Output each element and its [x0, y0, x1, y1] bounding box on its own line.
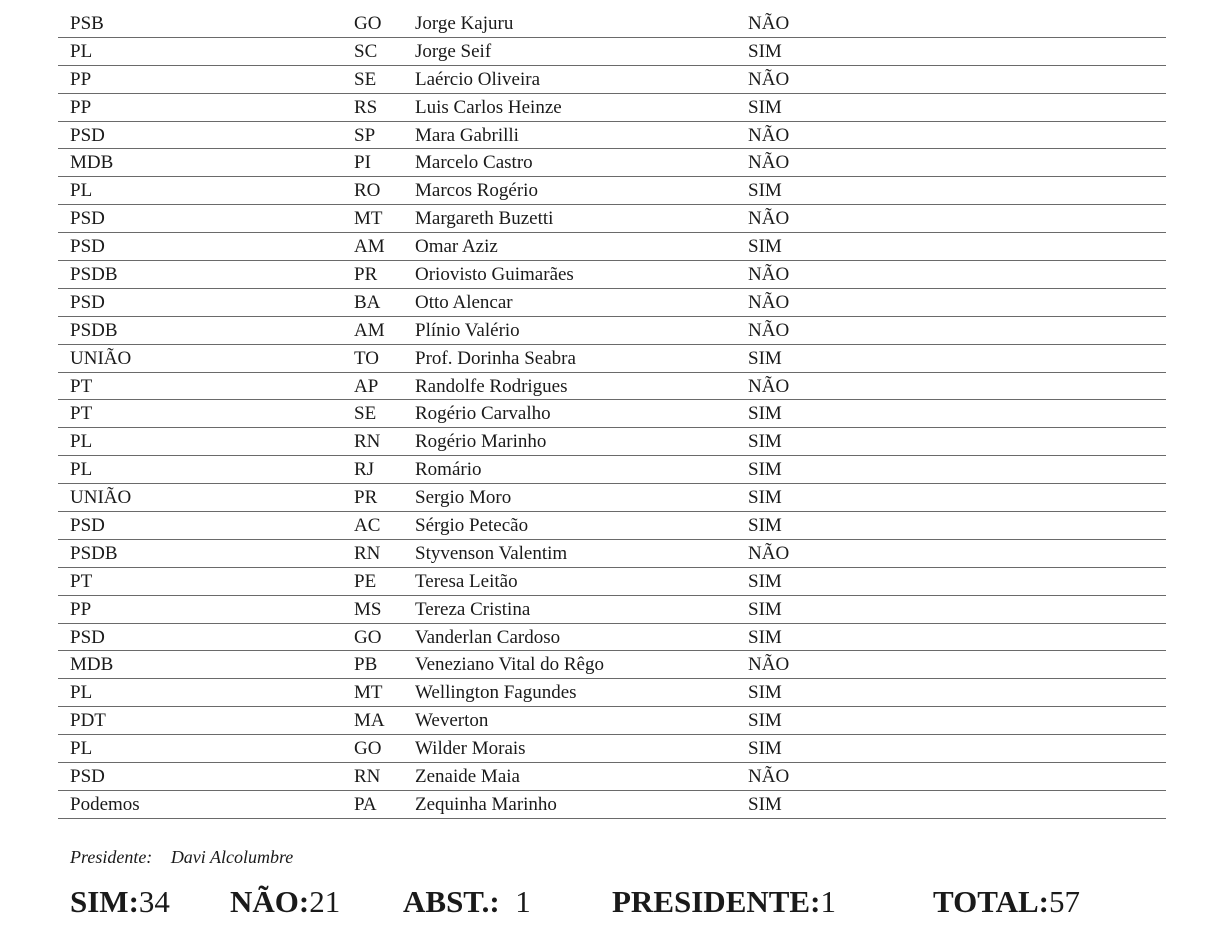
- senator-name-cell: Jorge Seif: [415, 40, 492, 62]
- party-cell: PP: [70, 598, 92, 620]
- table-row: [58, 205, 1166, 233]
- state-cell: SP: [354, 124, 376, 146]
- vote-cell: NÃO: [748, 319, 790, 341]
- party-cell: PSDB: [70, 542, 118, 564]
- senator-name-cell: Luis Carlos Heinze: [415, 96, 562, 118]
- table-row: [58, 679, 1166, 707]
- state-cell: AM: [354, 319, 385, 341]
- vote-cell: NÃO: [748, 68, 790, 90]
- state-cell: GO: [354, 626, 382, 648]
- table-row: [58, 624, 1166, 652]
- state-cell: RN: [354, 766, 381, 788]
- senator-name-cell: Margareth Buzetti: [415, 208, 554, 230]
- state-cell: SE: [354, 68, 377, 90]
- party-cell: PL: [70, 459, 93, 481]
- state-cell: RN: [354, 542, 381, 564]
- party-cell: Podemos: [70, 793, 140, 815]
- state-cell: AM: [354, 236, 385, 258]
- senator-name-cell: Laércio Oliveira: [415, 68, 541, 90]
- senator-name-cell: Veneziano Vital do Rêgo: [415, 654, 604, 676]
- table-row: [58, 791, 1166, 819]
- party-cell: UNIÃO: [70, 487, 132, 509]
- state-cell: MS: [354, 598, 382, 620]
- senator-name-cell: Romário: [415, 459, 482, 481]
- party-cell: PSD: [70, 208, 105, 230]
- president-line: [70, 847, 293, 868]
- state-cell: PB: [354, 654, 378, 676]
- state-cell: BA: [354, 291, 381, 313]
- table-row: [58, 735, 1166, 763]
- party-cell: PSD: [70, 515, 105, 537]
- table-row: [58, 484, 1166, 512]
- state-cell: GO: [354, 13, 382, 34]
- vote-cell: SIM: [748, 682, 782, 704]
- table-row: [58, 149, 1166, 177]
- senator-name-cell: Sergio Moro: [415, 487, 512, 509]
- vote-cell: SIM: [748, 710, 782, 732]
- senator-name-cell: Otto Alencar: [415, 291, 513, 313]
- vote-cell: NÃO: [748, 291, 790, 313]
- party-cell: PDT: [70, 710, 106, 732]
- state-cell: MT: [354, 682, 383, 704]
- senator-name-cell: Styvenson Valentim: [415, 542, 568, 564]
- state-cell: RS: [354, 96, 378, 118]
- summary-total-label: TOTAL:: [933, 884, 1049, 919]
- vote-cell: SIM: [748, 626, 782, 648]
- president-label: Presidente:: [70, 847, 153, 867]
- summary-presidente-value: 1: [820, 884, 836, 919]
- summary-total-value: 57: [1049, 884, 1080, 919]
- vote-cell: SIM: [748, 459, 782, 481]
- vote-cell: NÃO: [748, 542, 790, 564]
- table-row: [58, 540, 1166, 568]
- summary-abst: [403, 884, 531, 920]
- table-row: [58, 94, 1166, 122]
- senator-name-cell: Omar Aziz: [415, 236, 498, 258]
- party-cell: PL: [70, 738, 93, 760]
- vote-cell: SIM: [748, 598, 782, 620]
- senator-name-cell: Tereza Cristina: [415, 598, 531, 620]
- senator-name-cell: Rogério Carvalho: [415, 403, 551, 425]
- party-cell: PP: [70, 96, 92, 118]
- senator-name-cell: Jorge Kajuru: [415, 13, 514, 34]
- senator-name-cell: Wellington Fagundes: [415, 682, 577, 704]
- party-cell: PSD: [70, 291, 105, 313]
- senator-name-cell: Rogério Marinho: [415, 431, 547, 453]
- table-row: [58, 707, 1166, 735]
- senator-name-cell: Prof. Dorinha Seabra: [415, 347, 576, 369]
- senator-name-cell: Randolfe Rodrigues: [415, 375, 568, 397]
- vote-cell: SIM: [748, 96, 782, 118]
- vote-cell: SIM: [748, 431, 782, 453]
- summary-presidente: [612, 884, 836, 920]
- state-cell: AP: [354, 375, 379, 397]
- vote-cell: SIM: [748, 793, 782, 815]
- senator-name-cell: Wilder Morais: [415, 738, 526, 760]
- vote-cell: NÃO: [748, 654, 790, 676]
- state-cell: RN: [354, 431, 381, 453]
- party-cell: PP: [70, 68, 92, 90]
- table-row: [58, 10, 1166, 38]
- summary-sim: [70, 884, 170, 920]
- senator-name-cell: Zenaide Maia: [415, 766, 520, 788]
- party-cell: PSD: [70, 626, 105, 648]
- party-cell: PSD: [70, 766, 105, 788]
- party-cell: MDB: [70, 152, 114, 174]
- party-cell: MDB: [70, 654, 114, 676]
- party-cell: PL: [70, 40, 93, 62]
- state-cell: PR: [354, 264, 378, 286]
- party-cell: PSDB: [70, 264, 118, 286]
- state-cell: MT: [354, 208, 383, 230]
- senator-name-cell: Oriovisto Guimarães: [415, 264, 574, 286]
- vote-summary: [0, 884, 1220, 924]
- table-row: [58, 373, 1166, 401]
- vote-cell: SIM: [748, 180, 782, 202]
- table-row: [58, 177, 1166, 205]
- vote-cell: SIM: [748, 40, 782, 62]
- party-cell: PSDB: [70, 319, 118, 341]
- summary-nao: [230, 884, 340, 920]
- vote-cell: SIM: [748, 236, 782, 258]
- party-cell: PSD: [70, 236, 105, 258]
- state-cell: PE: [354, 570, 377, 592]
- party-cell: PSD: [70, 124, 105, 146]
- state-cell: PR: [354, 487, 378, 509]
- state-cell: GO: [354, 738, 382, 760]
- vote-cell: NÃO: [748, 375, 790, 397]
- summary-sim-value: 34: [138, 884, 170, 919]
- state-cell: PA: [354, 793, 377, 815]
- vote-cell: SIM: [748, 347, 782, 369]
- table-row: [58, 400, 1166, 428]
- state-cell: AC: [354, 515, 381, 537]
- table-row: [58, 289, 1166, 317]
- table-row: [58, 568, 1166, 596]
- party-cell: PL: [70, 682, 93, 704]
- summary-total: [933, 884, 1080, 920]
- party-cell: PT: [70, 375, 93, 397]
- senator-name-cell: Plínio Valério: [415, 319, 520, 341]
- party-cell: PSB: [70, 13, 104, 34]
- table-row: [58, 38, 1166, 66]
- senator-name-cell: Weverton: [415, 710, 489, 732]
- party-cell: PL: [70, 180, 93, 202]
- summary-abst-label: ABST.:: [403, 884, 500, 919]
- state-cell: TO: [354, 347, 379, 369]
- state-cell: RJ: [354, 459, 375, 481]
- table-row: [58, 596, 1166, 624]
- summary-abst-value: 1: [515, 884, 531, 919]
- state-cell: SC: [354, 40, 378, 62]
- vote-cell: NÃO: [748, 766, 790, 788]
- vote-cell: SIM: [748, 515, 782, 537]
- table-row: [58, 66, 1166, 94]
- vote-cell: NÃO: [748, 208, 790, 230]
- vote-cell: NÃO: [748, 13, 790, 34]
- summary-presidente-label: PRESIDENTE:: [612, 884, 821, 919]
- senator-name-cell: Teresa Leitão: [415, 570, 518, 592]
- party-cell: PL: [70, 431, 93, 453]
- table-row: [58, 317, 1166, 345]
- state-cell: RO: [354, 180, 381, 202]
- senator-name-cell: Sérgio Petecão: [415, 515, 529, 537]
- table-row: [58, 428, 1166, 456]
- table-row: [58, 233, 1166, 261]
- party-cell: PT: [70, 570, 93, 592]
- summary-nao-value: 21: [309, 884, 341, 919]
- table-row: [58, 345, 1166, 373]
- senator-name-cell: Mara Gabrilli: [415, 124, 519, 146]
- state-cell: MA: [354, 710, 385, 732]
- table-row: [58, 651, 1166, 679]
- table-row: [58, 512, 1166, 540]
- party-cell: PT: [70, 403, 93, 425]
- table-row: [58, 122, 1166, 150]
- senator-name-cell: Marcelo Castro: [415, 152, 533, 174]
- state-cell: SE: [354, 403, 377, 425]
- party-cell: UNIÃO: [70, 347, 132, 369]
- vote-cell: NÃO: [748, 264, 790, 286]
- vote-cell: SIM: [748, 487, 782, 509]
- summary-nao-label: NÃO:: [230, 884, 310, 919]
- senator-name-cell: Marcos Rogério: [415, 180, 538, 202]
- vote-cell: NÃO: [748, 152, 790, 174]
- summary-sim-label: SIM:: [70, 884, 139, 919]
- vote-table: [58, 10, 1166, 819]
- table-row: [58, 456, 1166, 484]
- vote-cell: NÃO: [748, 124, 790, 146]
- vote-cell: SIM: [748, 403, 782, 425]
- state-cell: PI: [354, 152, 371, 174]
- table-row: [58, 763, 1166, 791]
- vote-cell: SIM: [748, 570, 782, 592]
- president-name: Davi Alcolumbre: [170, 847, 294, 867]
- table-row: [58, 261, 1166, 289]
- senator-name-cell: Vanderlan Cardoso: [415, 626, 561, 648]
- senator-name-cell: Zequinha Marinho: [415, 793, 557, 815]
- vote-cell: SIM: [748, 738, 782, 760]
